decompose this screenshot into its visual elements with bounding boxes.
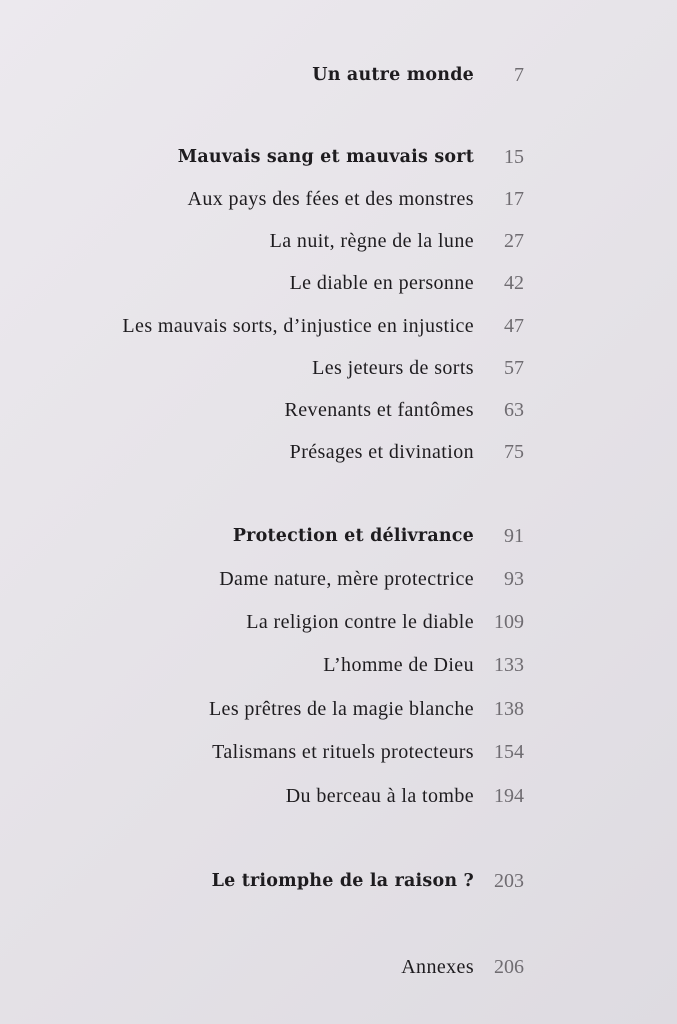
toc-section-heading xyxy=(0,521,677,551)
entry-title: Talismans et rituels protecteurs xyxy=(212,741,474,763)
toc-section-heading xyxy=(0,60,677,90)
toc-entry xyxy=(0,395,677,425)
entry-title: Le diable en personne xyxy=(289,272,474,294)
entry-title: Revenants et fantômes xyxy=(284,399,474,421)
page-number: 7 xyxy=(514,64,524,86)
toc-entry xyxy=(0,437,677,467)
entry-title: Aux pays des fées et des monstres xyxy=(187,188,474,210)
entry-title: Les prêtres de la magie blanche xyxy=(208,698,474,720)
page-number: 63 xyxy=(504,399,524,421)
toc-entry xyxy=(0,268,677,298)
entry-title: Du berceau à la tombe xyxy=(285,785,474,807)
page-number: 75 xyxy=(504,441,524,463)
page-number: 57 xyxy=(504,357,524,379)
toc-entry xyxy=(0,694,677,724)
page-number: 154 xyxy=(494,741,524,763)
entry-title: Les mauvais sorts, d’injustice en injustice xyxy=(122,315,474,337)
page-number: 93 xyxy=(504,568,524,590)
page-number: 133 xyxy=(494,654,524,676)
page-number: 194 xyxy=(494,785,524,807)
page-number: 42 xyxy=(504,272,524,294)
entry-title: La religion contre le diable xyxy=(246,611,474,633)
page-number: 47 xyxy=(504,315,524,337)
entry-title: L’homme de Dieu xyxy=(323,654,474,676)
page-number: 17 xyxy=(504,188,524,210)
entry-title: Dame nature, mère protectrice xyxy=(219,568,474,590)
entry-title: Présages et divination xyxy=(289,441,474,463)
toc-entry xyxy=(0,737,677,767)
page-number: 27 xyxy=(504,230,524,252)
toc-entry xyxy=(0,311,677,341)
toc-entry xyxy=(0,226,677,256)
toc-entry xyxy=(0,564,677,594)
page-number: 206 xyxy=(494,956,524,978)
section-title: Protection et délivrance xyxy=(232,526,474,546)
page-number: 109 xyxy=(494,611,524,633)
annexes-title: Annexes xyxy=(401,956,474,978)
toc-section-heading xyxy=(0,142,677,172)
toc-entry xyxy=(0,607,677,637)
section-title: Un autre monde xyxy=(312,65,474,85)
toc-entry xyxy=(0,650,677,680)
toc-entry xyxy=(0,781,677,811)
entry-title: Les jeteurs de sorts xyxy=(312,357,474,379)
section-title: Le triomphe de la raison ? xyxy=(211,871,474,891)
page-number: 138 xyxy=(494,698,524,720)
toc-entry xyxy=(0,353,677,383)
toc-annexes xyxy=(0,952,677,982)
page-number: 91 xyxy=(504,525,524,547)
toc-entry xyxy=(0,184,677,214)
entry-title: La nuit, règne de la lune xyxy=(269,230,474,252)
toc-section-heading xyxy=(0,866,677,896)
page-number: 15 xyxy=(504,146,524,168)
page-number: 203 xyxy=(494,870,524,892)
section-title: Mauvais sang et mauvais sort xyxy=(177,147,474,167)
